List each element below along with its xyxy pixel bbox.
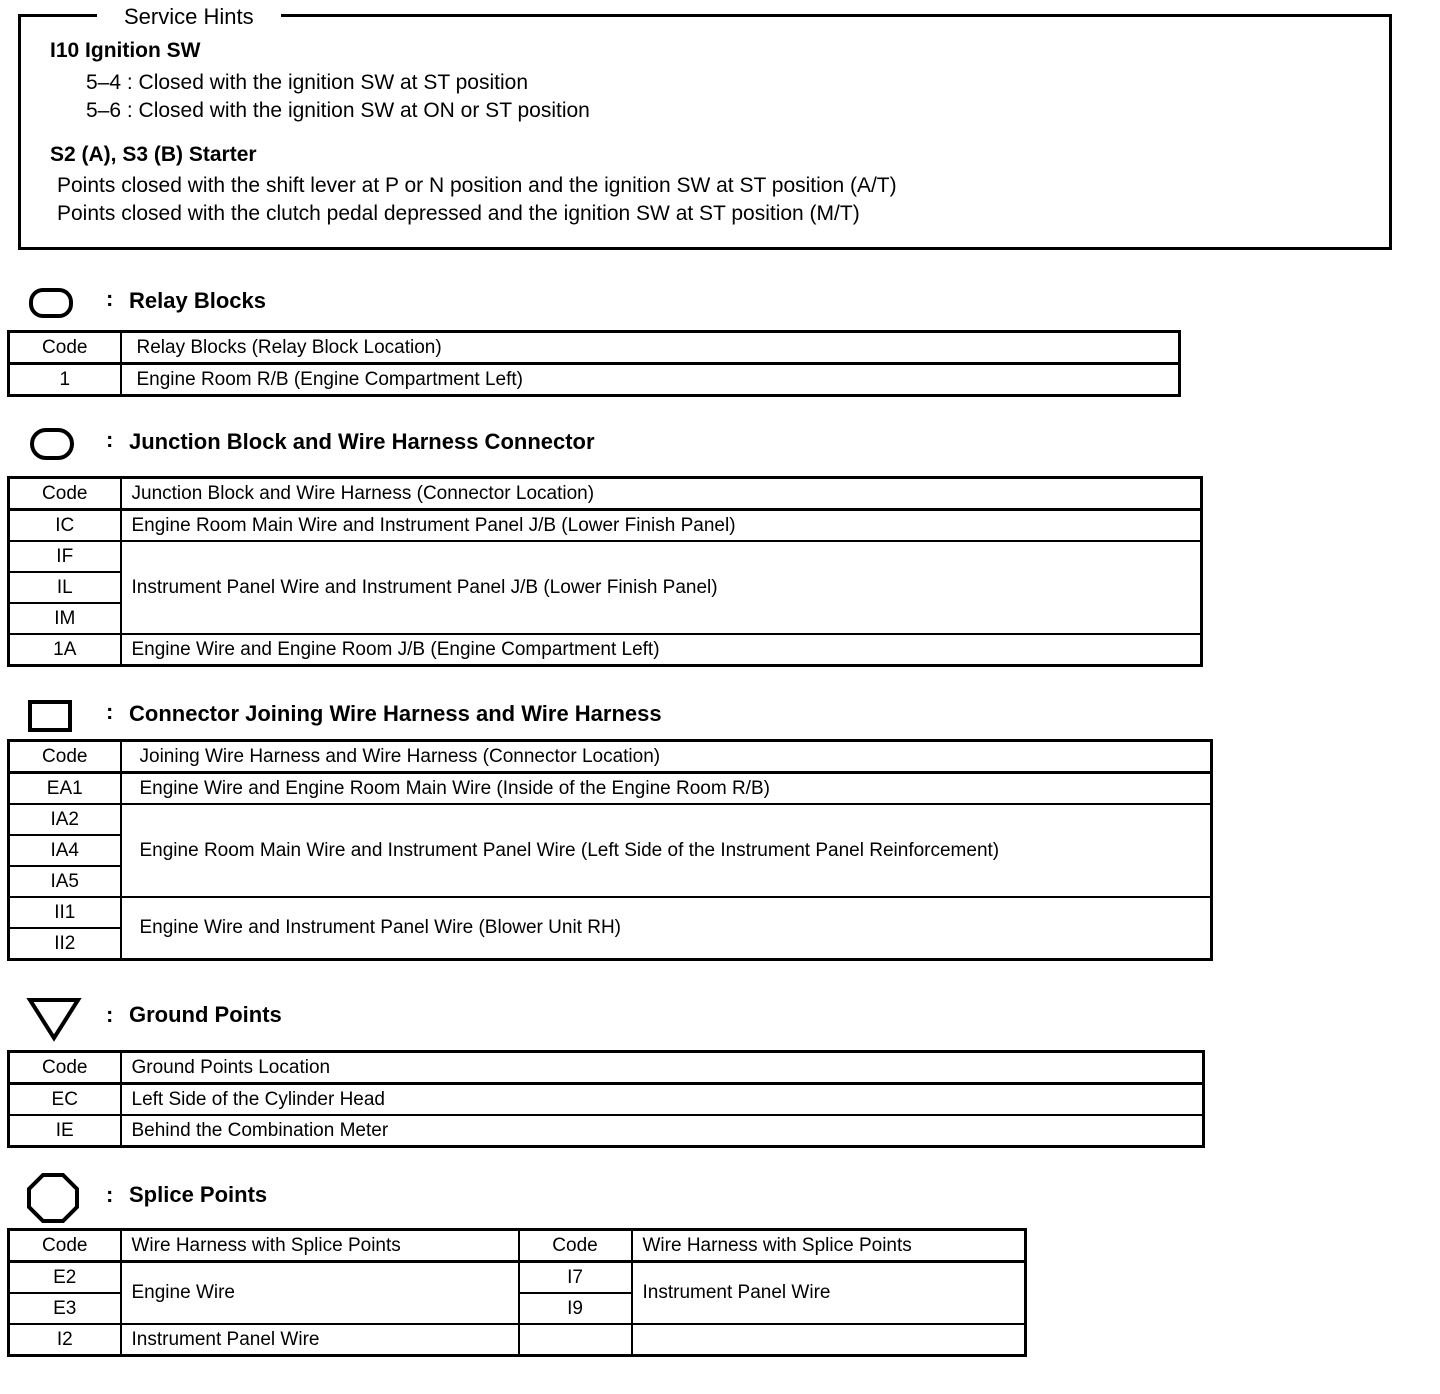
connector-joining-colon: : [106,699,114,724]
oval-icon [26,427,78,461]
starter-hint-line-1: Points closed with the shift lever at P or N position and the ignition SW at ST position (A/T) [57,174,897,197]
relay-blocks-table [7,330,1181,397]
code-cell: 1A [9,634,121,666]
location-header: Junction Block and Wire Harness (Connector Location) [121,478,1202,510]
junction-block-title: Junction Block and Wire Harness Connector [129,429,595,454]
starter-hint-line-2: Points closed with the clutch pedal depressed and the ignition SW at ST position (M/T) [57,202,860,225]
table-row [9,541,1202,572]
code-cell: I2 [9,1324,121,1356]
code-header: Code [9,1230,121,1262]
code-cell: II2 [9,928,121,960]
table-row [9,364,1180,396]
wire-harness-header: Wire Harness with Splice Points [632,1230,1026,1262]
wire-harness-cell: Instrument Panel Wire [632,1262,1026,1325]
wire-harness-cell: Instrument Panel Wire [121,1324,519,1356]
splice-points-colon: : [106,1182,114,1207]
empty-wire-harness-cell [632,1324,1026,1356]
relay-blocks-colon: : [106,286,114,311]
code-header: Code [9,332,121,364]
location-cell: Instrument Panel Wire and Instrument Panel J/B (Lower Finish Panel) [121,541,1202,634]
table-header-row [9,741,1212,773]
splice-points-title: Splice Points [129,1182,268,1207]
code-cell: IL [9,572,121,603]
service-hints-legend: Service Hints [97,4,281,30]
code-cell: EA1 [9,773,121,805]
code-header: Code [9,1052,121,1084]
code-cell: IE [9,1115,121,1147]
table-row [9,1115,1204,1147]
ground-points-colon: : [106,1002,114,1027]
code-cell: EC [9,1084,121,1116]
table-row [9,1324,1026,1356]
empty-code-cell [519,1324,632,1356]
location-cell: Engine Room Main Wire and Instrument Panel Wire (Left Side of the Instrument Panel Reinforcement) [121,804,1212,897]
junction-block-table [7,476,1203,667]
code-cell: 1 [9,364,121,396]
rounded-rectangle-icon [26,286,76,320]
code-cell: IF [9,541,121,572]
square-icon [26,699,76,733]
code-cell: E3 [9,1293,121,1324]
table-row [9,1262,1026,1294]
location-cell: Engine Room R/B (Engine Compartment Left) [121,364,1180,396]
triangle-down-icon [26,996,82,1044]
table-header-row [9,1052,1204,1084]
code-cell: IA5 [9,866,121,897]
relay-blocks-title: Relay Blocks [129,288,266,313]
wire-harness-cell: Engine Wire [121,1262,519,1325]
code-cell: E2 [9,1262,121,1294]
location-header: Ground Points Location [121,1052,1204,1084]
code-cell: IA2 [9,804,121,835]
code-cell: IA4 [9,835,121,866]
location-header: Relay Blocks (Relay Block Location) [121,332,1180,364]
code-cell: I9 [519,1293,632,1324]
code-header: Code [9,741,121,773]
code-header: Code [519,1230,632,1262]
code-header: Code [9,478,121,510]
table-row [9,634,1202,666]
ignition-sw-title: I10 Ignition SW [50,39,201,62]
table-header-row [9,478,1202,510]
table-header-row [9,1230,1026,1262]
location-header: Joining Wire Harness and Wire Harness (Connector Location) [121,741,1212,773]
table-header-row [9,332,1180,364]
location-cell: Behind the Combination Meter [121,1115,1204,1147]
table-row [9,804,1212,835]
location-cell: Engine Wire and Engine Room J/B (Engine Compartment Left) [121,634,1202,666]
location-cell: Engine Wire and Engine Room Main Wire (Inside of the Engine Room R/B) [121,773,1212,805]
location-cell: Engine Wire and Instrument Panel Wire (Blower Unit RH) [121,897,1212,960]
ground-points-table [7,1050,1205,1148]
octagon-icon [26,1172,80,1224]
table-row [9,510,1202,542]
code-cell: I7 [519,1262,632,1294]
code-cell: II1 [9,897,121,928]
location-cell: Engine Room Main Wire and Instrument Panel J/B (Lower Finish Panel) [121,510,1202,542]
code-cell: IC [9,510,121,542]
wire-harness-header: Wire Harness with Splice Points [121,1230,519,1262]
connector-joining-title: Connector Joining Wire Harness and Wire Harness [129,701,662,726]
ignition-hint-line-1: 5–4 : Closed with the ignition SW at ST position [86,71,529,94]
ignition-hint-line-2: 5–6 : Closed with the ignition SW at ON or ST position [86,99,590,122]
table-row [9,1084,1204,1116]
splice-points-table [7,1228,1027,1357]
junction-block-colon: : [106,427,114,452]
starter-title: S2 (A), S3 (B) Starter [50,143,257,166]
service-hints-box [18,4,1392,250]
code-cell: IM [9,603,121,634]
ground-points-title: Ground Points [129,1002,282,1027]
connector-joining-table [7,739,1213,961]
location-cell: Left Side of the Cylinder Head [121,1084,1204,1116]
table-row [9,897,1212,928]
table-row [9,773,1212,805]
